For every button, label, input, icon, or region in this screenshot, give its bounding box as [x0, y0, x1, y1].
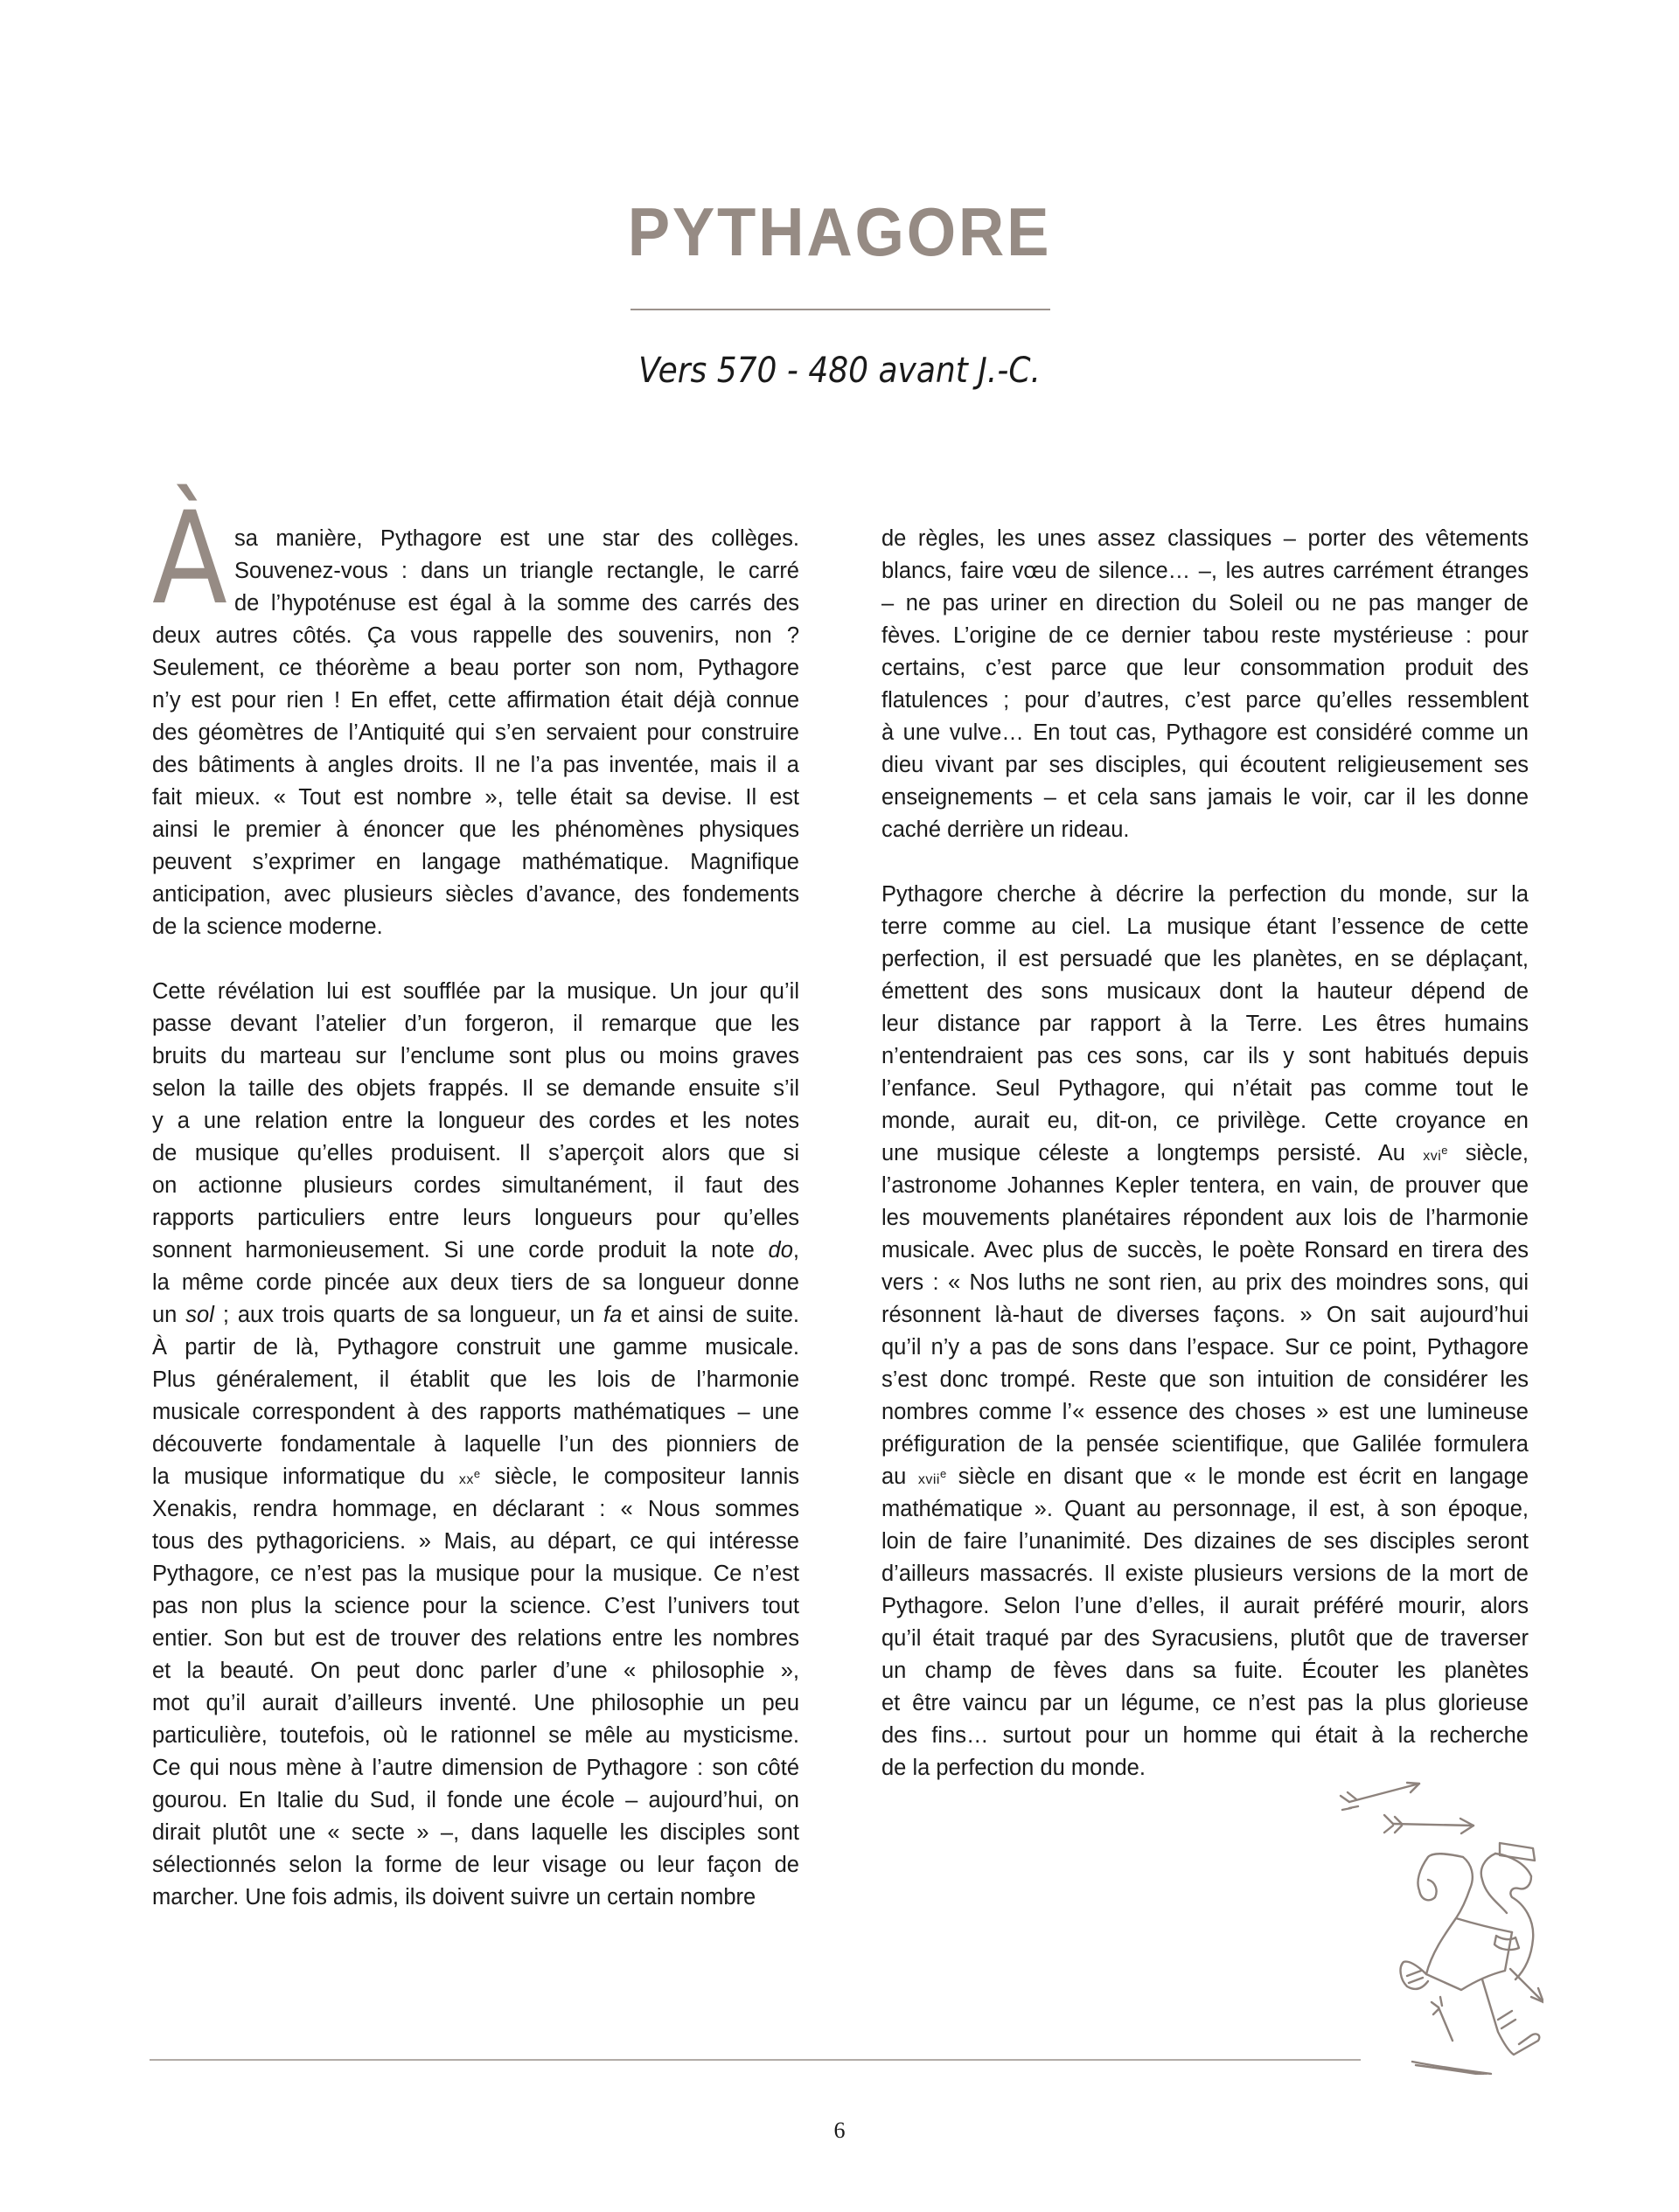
superscript: e — [1441, 1144, 1448, 1157]
text-segment: de règles, les unes assez classiques – porter des vêtements — [881, 526, 1529, 551]
text-line — [881, 1526, 1529, 1558]
line-content — [234, 523, 799, 555]
text-line — [881, 943, 1529, 976]
line-content — [152, 1105, 799, 1137]
text-segment: tous des pythagoriciens. » Mais, au départ, ce qui intéresse — [152, 1529, 799, 1554]
line-content — [152, 1623, 799, 1655]
line-content — [152, 1784, 799, 1817]
text-segment: musicale correspondent à des rapports mathématiques – une — [152, 1400, 799, 1424]
text-line — [152, 1720, 799, 1752]
line-content — [152, 1202, 799, 1235]
text-segment: siècle, le compositeur Iannis — [480, 1464, 799, 1489]
text-line — [152, 523, 799, 555]
paragraph-spacer — [881, 846, 1529, 879]
text-line — [152, 1105, 799, 1137]
text-line — [881, 588, 1529, 620]
superscript: e — [939, 1467, 947, 1480]
text-segment: À partir de là, Pythagore construit une gamme musicale. — [152, 1335, 799, 1360]
text-segment: et être vaincu par un légume, ce n’est pas la plus glorieuse — [881, 1691, 1529, 1715]
text-segment: s’est donc trompé. Reste que son intuition de considérer les — [881, 1367, 1529, 1392]
line-content — [152, 749, 799, 782]
line-content — [152, 879, 799, 911]
line-content — [881, 523, 1529, 555]
text-segment: et ainsi de suite. — [622, 1303, 799, 1327]
text-line — [152, 1202, 799, 1235]
line-content — [152, 814, 799, 846]
text-segment: l’enfance. Seul Pythagore, qui n’était pas comme tout le — [881, 1076, 1529, 1101]
line-content — [881, 1493, 1529, 1526]
line-content — [152, 1882, 756, 1914]
text-line — [881, 782, 1529, 814]
line-content — [152, 1720, 799, 1752]
text-line — [152, 1040, 799, 1073]
line-content — [152, 1170, 799, 1202]
text-segment: n’y est pour rien ! En effet, cette affirmation était déjà connue — [152, 688, 799, 713]
text-segment: d’ailleurs massacrés. Il existe plusieurs versions de la mort de — [881, 1562, 1529, 1586]
text-line — [152, 1235, 799, 1267]
line-content — [152, 1332, 799, 1364]
text-line — [152, 1461, 799, 1493]
text-line — [152, 1655, 799, 1687]
line-content — [881, 1040, 1529, 1073]
line-content — [152, 1073, 799, 1105]
text-line — [881, 749, 1529, 782]
text-segment: résonnent là-haut de diverses façons. » On sait aujourd’hui — [881, 1303, 1529, 1327]
text-segment: Xenakis, rendra hommage, en déclarant : « Nous sommes — [152, 1497, 799, 1521]
text-segment: – ne pas uriner en direction du Soleil ou ne pas manger de — [881, 591, 1529, 616]
text-segment: particulière, toutefois, où le rationnel se mêle au mysticisme. — [152, 1723, 799, 1748]
text-segment: enseignements – et cela sans jamais le voir, car il les donne — [881, 785, 1529, 810]
text-segment: leur distance par rapport à la Terre. Les êtres humains — [881, 1012, 1529, 1036]
line-content — [152, 1849, 799, 1882]
text-segment: Pythagore, ce n’est pas la musique pour la musique. Ce n’est — [152, 1562, 799, 1586]
line-content — [881, 685, 1529, 717]
line-content — [152, 1267, 799, 1299]
text-line — [881, 1332, 1529, 1364]
ground-shadow — [1416, 2065, 1487, 2075]
century-numeral: xx — [458, 1472, 474, 1487]
text-segment: siècle en disant que « le monde est écrit en langage — [946, 1464, 1529, 1489]
line-content — [881, 1170, 1529, 1202]
line-content — [152, 1008, 799, 1040]
text-line — [881, 620, 1529, 652]
italic-note-name: sol — [185, 1303, 214, 1327]
line-content — [152, 620, 799, 652]
line-content — [881, 1461, 1529, 1496]
text-segment: mathématique ». Quant au personnage, il est, à son époque, — [881, 1497, 1529, 1521]
text-segment: des bâtiments à angles droits. Il ne l’a pas inventée, mais il a — [152, 753, 799, 777]
century-numeral: xvi — [1423, 1149, 1442, 1164]
arrow-icon — [1510, 1969, 1543, 2002]
text-segment: Pythagore. Selon l’une d’elles, il aurait préféré mourir, alors — [881, 1594, 1529, 1618]
text-line — [881, 1299, 1529, 1332]
text-line — [881, 911, 1529, 943]
text-segment: nombres comme l’« essence des choses » est une lumineuse — [881, 1400, 1529, 1424]
text-segment: Cette révélation lui est soufflée par la musique. Un jour qu’il — [152, 979, 799, 1004]
line-content — [881, 1137, 1529, 1172]
line-content — [881, 1105, 1529, 1137]
text-line — [152, 588, 799, 620]
running-pythagoras-illustration — [1325, 1773, 1543, 2075]
text-line — [152, 620, 799, 652]
superscript: e — [473, 1467, 481, 1480]
text-line — [152, 685, 799, 717]
text-line — [881, 1720, 1529, 1752]
text-segment: des géomètres de l’Antiquité qui s’en servaient pour construire — [152, 720, 799, 745]
text-segment: un champ de fèves dans sa fuite. Écouter les planètes — [881, 1659, 1529, 1683]
text-line — [152, 1849, 799, 1882]
text-segment: vers : « Nos luths ne sont rien, au prix des moindres sons, qui — [881, 1270, 1529, 1295]
text-line — [152, 1817, 799, 1849]
text-segment: gourou. En Italie du Sud, il fonde une école – aujourd’hui, on — [152, 1788, 799, 1812]
text-segment: flatulences ; pour d’autres, c’est parce qu’elles ressemblent — [881, 688, 1529, 713]
text-segment: dirait plutôt une « secte » –, dans laquelle les disciples sont — [152, 1820, 799, 1845]
text-segment: passe devant l’atelier d’un forgeron, il remarque que les — [152, 1012, 799, 1036]
text-segment: qu’il était traqué par des Syracusiens, plutôt que de traverser — [881, 1626, 1529, 1651]
italic-note-name: do — [768, 1238, 793, 1263]
text-line — [881, 1008, 1529, 1040]
text-line — [881, 1137, 1529, 1170]
text-line — [881, 1590, 1529, 1623]
text-line — [881, 652, 1529, 685]
text-segment: l’astronome Johannes Kepler tentera, en vain, de prouver que — [881, 1173, 1529, 1198]
text-line — [881, 1461, 1529, 1493]
page-number: 6 — [833, 2118, 846, 2143]
text-segment: préfiguration de la pensée scientifique, que Galilée formulera — [881, 1432, 1529, 1457]
line-content — [881, 1235, 1529, 1267]
text-segment: sa manière, Pythagore est une star des collèges. — [234, 526, 799, 551]
line-content — [881, 976, 1529, 1008]
text-segment: de la perfection du monde. — [881, 1756, 1146, 1780]
line-content — [881, 1623, 1529, 1655]
text-line — [152, 1526, 799, 1558]
text-line — [881, 685, 1529, 717]
text-segment: la même corde pincée aux deux tiers de sa longueur donne — [152, 1270, 799, 1295]
line-content — [881, 1429, 1529, 1461]
text-line — [152, 1882, 799, 1914]
text-line — [152, 1590, 799, 1623]
line-content — [152, 1590, 799, 1623]
text-line — [152, 1137, 799, 1170]
text-line — [881, 1235, 1529, 1267]
arrow-icon — [1384, 1815, 1473, 1833]
text-segment: monde, aurait eu, dit-on, ce privilège. Cette croyance en — [881, 1109, 1529, 1133]
line-content — [881, 620, 1529, 652]
text-line — [152, 1623, 799, 1655]
text-segment: caché derrière un rideau. — [881, 817, 1130, 842]
text-line — [152, 1267, 799, 1299]
ground-shadow — [1412, 2062, 1491, 2074]
text-segment: Souvenez-vous : dans un triangle rectangle, le carré — [234, 559, 799, 583]
text-line — [152, 976, 799, 1008]
century-numeral: xvii — [917, 1472, 940, 1487]
line-content — [881, 1655, 1529, 1687]
text-segment: pas non plus la science pour la science. C’est l’univers tout — [152, 1594, 799, 1618]
line-content — [881, 1202, 1529, 1235]
line-content — [152, 1687, 799, 1720]
text-line — [152, 749, 799, 782]
text-segment: bruits du marteau sur l’enclume sont plus ou moins graves — [152, 1044, 799, 1068]
line-content — [881, 1267, 1529, 1299]
running-man-figure — [1401, 1843, 1540, 2055]
line-content — [152, 1655, 799, 1687]
text-segment: deux autres côtés. Ça vous rappelle des souvenirs, non ? — [152, 623, 799, 648]
text-segment: n’entendraient pas ces sons, car ils y sont habitués depuis — [881, 1044, 1529, 1068]
text-line — [881, 555, 1529, 588]
text-column-right — [881, 523, 1529, 1784]
text-segment: marcher. Une fois admis, ils doivent suivre un certain nombre — [152, 1885, 756, 1909]
text-line — [152, 717, 799, 749]
text-line — [881, 879, 1529, 911]
text-segment: ainsi le premier à énoncer que les phénomènes physiques — [152, 817, 799, 842]
line-content — [881, 1526, 1529, 1558]
line-content — [881, 588, 1529, 620]
text-line — [881, 1170, 1529, 1202]
text-segment: siècle, — [1447, 1141, 1529, 1165]
text-line — [881, 717, 1529, 749]
line-content — [152, 685, 799, 717]
text-line — [152, 1364, 799, 1396]
text-line — [152, 652, 799, 685]
line-content — [881, 911, 1529, 943]
text-segment: anticipation, avec plusieurs siècles d’avance, des fondements — [152, 882, 799, 907]
text-line — [152, 1784, 799, 1817]
text-segment: fèves. L’origine de ce dernier tabou reste mystérieuse : pour — [881, 623, 1529, 648]
line-content — [881, 652, 1529, 685]
text-segment: loin de faire l’unanimité. Des dizaines de ses disciples seront — [881, 1529, 1529, 1554]
text-line — [881, 1267, 1529, 1299]
text-segment: entier. Son but est de trouver des relations entre les nombres — [152, 1626, 799, 1651]
arrow-icon — [1341, 1783, 1419, 1810]
text-line — [881, 1558, 1529, 1590]
line-content — [152, 1558, 799, 1590]
line-content — [881, 1299, 1529, 1332]
text-segment: dieu vivant par ses disciples, qui écoutent religieusement ses — [881, 753, 1529, 777]
text-segment: de l’hypoténuse est égal à la somme des carrés des — [234, 591, 799, 616]
page-title: PYTHAGORE — [627, 193, 1052, 270]
text-segment: Seulement, ce théorème a beau porter son nom, Pythagore — [152, 656, 799, 680]
text-line — [152, 1752, 799, 1784]
text-line — [152, 1558, 799, 1590]
line-content — [881, 1364, 1529, 1396]
text-line — [881, 1040, 1529, 1073]
text-segment: perfection, il est persuadé que les planètes, en se déplaçant, — [881, 947, 1529, 971]
line-content — [881, 1073, 1529, 1105]
running-man-with-arrows-icon — [1325, 1773, 1543, 2075]
text-line — [881, 814, 1529, 846]
line-content — [152, 1040, 799, 1073]
text-segment: musicale. Avec plus de succès, le poète Ronsard en tirera des — [881, 1238, 1529, 1263]
text-line — [152, 555, 799, 588]
text-line — [881, 1623, 1529, 1655]
line-content — [881, 1558, 1529, 1590]
line-content — [881, 943, 1529, 976]
text-segment: ; aux trois quarts de sa longueur, un — [213, 1303, 604, 1327]
text-segment: découverte fondamentale à laquelle l’un des pionniers de — [152, 1432, 799, 1457]
line-content — [881, 782, 1529, 814]
line-content — [152, 1299, 799, 1332]
line-content — [881, 1590, 1529, 1623]
text-line — [152, 879, 799, 911]
line-content — [881, 879, 1529, 911]
text-line — [152, 1073, 799, 1105]
line-content — [881, 1687, 1529, 1720]
text-segment: y a une relation entre la longueur des cordes et les notes — [152, 1109, 799, 1133]
line-content — [152, 976, 799, 1008]
line-content — [152, 846, 799, 879]
text-line — [152, 1299, 799, 1332]
text-line — [152, 1008, 799, 1040]
line-content — [152, 911, 383, 943]
line-content — [881, 814, 1130, 846]
line-content — [152, 1817, 799, 1849]
line-content — [152, 1526, 799, 1558]
line-content — [152, 1429, 799, 1461]
text-line — [152, 814, 799, 846]
line-content — [152, 1235, 799, 1267]
text-segment: on actionne plusieurs cordes simultanément, il faut des — [152, 1173, 799, 1198]
text-segment: au — [881, 1464, 918, 1489]
line-content — [234, 555, 799, 588]
text-segment: certains, c’est parce que leur consommation produit des — [881, 656, 1529, 680]
text-line — [881, 1687, 1529, 1720]
text-segment: fait mieux. « Tout est nombre », telle était sa devise. Il est — [152, 785, 799, 810]
text-segment: Ce qui nous mène à l’autre dimension de Pythagore : son côté — [152, 1756, 799, 1780]
text-line — [152, 1429, 799, 1461]
arrow-icon — [1432, 1997, 1453, 2041]
line-content — [152, 1137, 799, 1170]
text-segment: des fins… surtout pour un homme qui était à la recherche — [881, 1723, 1529, 1748]
italic-note-name: fa — [603, 1303, 623, 1327]
text-segment: mot qu’il aurait d’ailleurs inventé. Une philosophie un peu — [152, 1691, 799, 1715]
text-line — [881, 523, 1529, 555]
drop-cap: À — [152, 484, 227, 633]
text-line — [881, 1202, 1529, 1235]
line-content — [152, 1493, 799, 1526]
line-content — [152, 717, 799, 749]
text-column-left — [152, 523, 799, 1914]
text-segment: peuvent s’exprimer en langage mathématique. Magnifique — [152, 850, 799, 874]
line-content — [881, 1720, 1529, 1752]
page-subtitle-dates: Vers 570 - 480 avant J.-C. — [638, 351, 1041, 391]
text-line — [881, 1105, 1529, 1137]
text-line — [152, 1396, 799, 1429]
text-line — [881, 1655, 1529, 1687]
text-line — [881, 1493, 1529, 1526]
text-segment: de musique qu’elles produisent. Il s’aperçoit alors que si — [152, 1141, 799, 1165]
text-line — [152, 911, 799, 943]
line-content — [881, 717, 1529, 749]
text-line — [152, 1170, 799, 1202]
text-segment: une musique céleste a longtemps persisté. Au — [881, 1141, 1424, 1165]
text-line — [152, 1493, 799, 1526]
line-content — [881, 1396, 1529, 1429]
line-content — [152, 1461, 799, 1496]
text-line — [152, 1332, 799, 1364]
text-line — [881, 1429, 1529, 1461]
text-line — [152, 846, 799, 879]
paragraph-spacer — [152, 943, 799, 976]
text-segment: Plus généralement, il établit que les lois de l’harmonie — [152, 1367, 799, 1392]
text-line — [152, 1687, 799, 1720]
text-segment: rapports particuliers entre leurs longueurs pour qu’elles — [152, 1206, 799, 1230]
line-content — [881, 555, 1529, 588]
line-content — [881, 1752, 1146, 1784]
text-line — [881, 1073, 1529, 1105]
text-segment: un — [152, 1303, 186, 1327]
title-divider — [630, 309, 1050, 310]
text-segment: les mouvements planétaires répondent aux lois de l’harmonie — [881, 1206, 1529, 1230]
text-line — [152, 782, 799, 814]
text-segment: sonnent harmonieusement. Si une corde produit la note — [152, 1238, 769, 1263]
text-segment: blancs, faire vœu de silence… –, les autres carrément étranges — [881, 559, 1529, 583]
line-content — [881, 749, 1529, 782]
text-segment: émettent des sons musicaux dont la hauteur dépend de — [881, 979, 1529, 1004]
text-line — [881, 1364, 1529, 1396]
line-content — [152, 1364, 799, 1396]
line-content — [881, 1008, 1529, 1040]
text-line — [881, 976, 1529, 1008]
line-content — [152, 1396, 799, 1429]
line-content — [152, 1752, 799, 1784]
text-segment: Pythagore cherche à décrire la perfection du monde, sur la — [881, 882, 1529, 907]
line-content — [152, 782, 799, 814]
text-segment: à une vulve… En tout cas, Pythagore est considéré comme un — [881, 720, 1529, 745]
text-segment: et la beauté. On peut donc parler d’une « philosophie », — [152, 1659, 799, 1683]
line-content — [234, 588, 799, 620]
text-segment: , — [792, 1238, 799, 1263]
text-segment: terre comme au ciel. La musique étant l’essence de cette — [881, 915, 1529, 939]
line-content — [152, 652, 799, 685]
text-segment: sélectionnés selon la forme de leur visage ou leur façon de — [152, 1853, 799, 1877]
text-line — [881, 1396, 1529, 1429]
text-segment: la musique informatique du — [152, 1464, 459, 1489]
line-content — [881, 1332, 1529, 1364]
text-segment: de la science moderne. — [152, 915, 383, 939]
text-segment: qu’il n’y a pas de sons dans l’espace. Sur ce point, Pythagore — [881, 1335, 1529, 1360]
text-segment: selon la taille des objets frappés. Il se demande ensuite s’il — [152, 1076, 799, 1101]
footer-divider — [150, 2059, 1361, 2061]
